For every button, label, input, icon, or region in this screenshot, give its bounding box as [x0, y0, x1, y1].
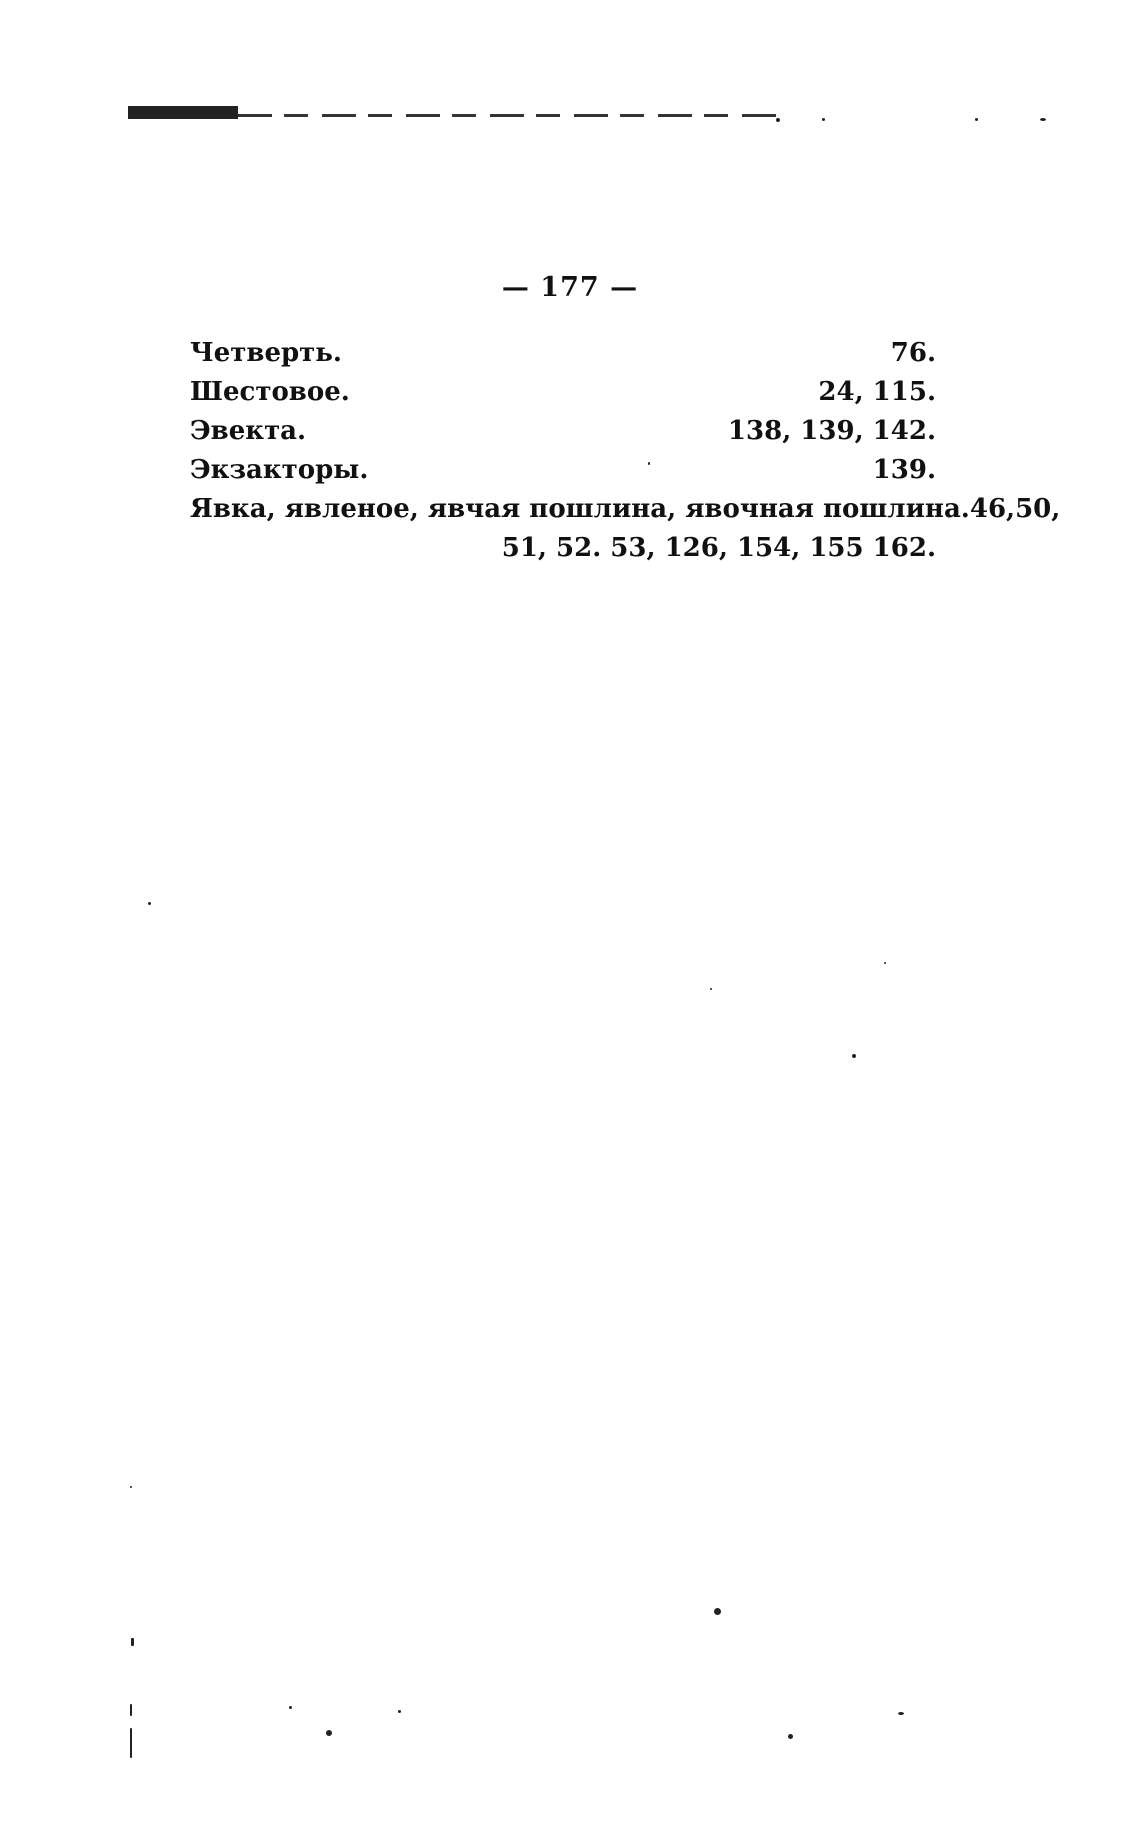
index-pages: 46,50, [969, 494, 1061, 524]
index-pages-continuation: 51, 52. 53, 126, 154, 155 162. [501, 533, 936, 563]
scan-speck [898, 1712, 904, 1715]
index-term: Эвекта. [190, 416, 307, 446]
scan-speck [714, 1608, 721, 1615]
index-entry [190, 490, 1061, 529]
scan-speck [130, 1704, 132, 1716]
scan-speck [130, 1728, 132, 1758]
index-entry [190, 451, 936, 490]
index-term: Четверть. [190, 338, 342, 368]
scan-speck [289, 1706, 292, 1709]
page-number: — 177 — [501, 272, 639, 303]
index-term: Явка, явленое, явчая пошлина, явочная пошлина. [190, 494, 970, 524]
index-pages: 24, 115. [818, 377, 936, 407]
index-list [190, 334, 1061, 568]
scan-speck [788, 1734, 793, 1739]
index-pages: 76. [890, 338, 936, 368]
scan-speck [822, 118, 825, 121]
index-entry [190, 412, 936, 451]
scan-speck [148, 902, 151, 905]
scan-speck [884, 962, 886, 964]
scan-speck [130, 1486, 132, 1488]
index-term: Экзакторы. [190, 455, 369, 485]
index-entry [190, 373, 936, 412]
scan-speck [648, 462, 650, 465]
scan-artifact-bar [128, 104, 668, 122]
index-term: Шестовое. [190, 377, 350, 407]
scan-speck [852, 1054, 856, 1058]
scan-artifact-thick [128, 106, 238, 119]
index-pages: 139. [872, 455, 936, 485]
scan-artifact-thin [238, 114, 778, 117]
scan-speck [975, 118, 978, 121]
scan-speck [1040, 118, 1046, 121]
scan-speck [398, 1710, 401, 1713]
index-entry [190, 334, 936, 373]
scan-speck [710, 988, 712, 990]
scan-speck [326, 1730, 332, 1736]
index-pages: 138, 139, 142. [727, 416, 936, 446]
scan-speck [776, 118, 780, 122]
scan-speck [131, 1638, 134, 1646]
